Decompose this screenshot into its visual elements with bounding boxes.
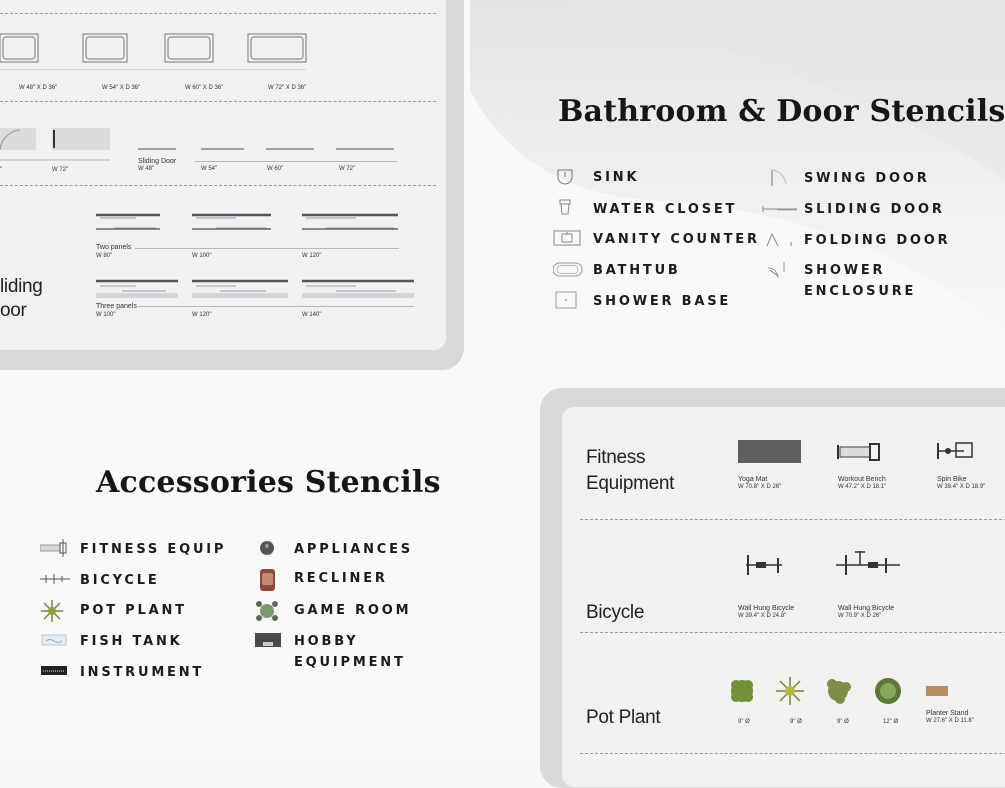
legend-item-sink (553, 167, 639, 188)
sink-icon (553, 167, 583, 185)
pot-plant-stencils (728, 675, 958, 709)
section-label-line2: oor (0, 300, 27, 321)
legend-label: SHOWER ENCLOSURE (804, 263, 917, 299)
pot-plant-section-label: Pot Plant (586, 707, 661, 728)
legend-label: FITNESS EQUIP (80, 542, 227, 557)
fitness-item-size: W 70.8" X D 26" (738, 484, 782, 490)
appliances-icon (254, 539, 284, 557)
sliding-door-size-label: W 60" (267, 166, 284, 172)
bicycle-item-name: Wall Hung Bicycle (738, 605, 795, 612)
legend-item-fitness-equip (40, 539, 226, 560)
legend-label: BATHTUB (593, 263, 681, 278)
two-panels-title: Two panels (96, 244, 132, 251)
bicycle-icon (40, 570, 70, 588)
sliding-door-icon (760, 199, 798, 217)
legend-item-water-closet (553, 199, 737, 220)
toilet-icon (553, 199, 583, 217)
legend-label: RECLINER (294, 571, 388, 586)
bicycle-section-label: Bicycle (586, 602, 645, 623)
planter-stand-name: Planter Stand (926, 710, 969, 717)
legend-item-fish-tank (40, 631, 183, 652)
divider (0, 13, 436, 14)
fitness-item-name: Spin Bike (937, 476, 967, 483)
fitness-equip-icon (40, 539, 70, 557)
instrument-icon (40, 662, 70, 680)
three-panels-size-label: W 100" (96, 312, 116, 318)
bicycle-item-size: W 70.9" X D 26" (838, 613, 882, 619)
legend-item-bathtub (553, 260, 681, 281)
recliner-icon (254, 568, 284, 592)
bathtub-size-label: W 60" X D 36" (185, 85, 224, 91)
door-stencil-sheet (0, 0, 446, 350)
pot-plant-size: 12" Ø (883, 719, 899, 725)
divider (580, 753, 1005, 754)
fitness-item-size: W 39.4" X D 18.9" (937, 484, 986, 490)
legend-label: WATER CLOSET (593, 202, 738, 217)
bicycle-item-name: Wall Hung Bicycle (838, 605, 895, 612)
shower-base-icon (553, 291, 583, 309)
divider (580, 632, 1005, 633)
legend-label: FOLDING DOOR (804, 233, 951, 248)
bathtub-size-label: W 54" X D 36" (102, 85, 141, 91)
legend-label: POT PLANT (80, 603, 187, 618)
pot-plant-size: 9" Ø (837, 719, 849, 725)
game-room-icon (254, 600, 284, 622)
pot-plant-icon (40, 600, 70, 622)
two-panels-size-label: W 100" (192, 253, 212, 259)
legend-item-game-room (254, 600, 411, 622)
legend-label: VANITY COUNTER (593, 232, 760, 247)
hobby-equipment-icon (254, 631, 284, 649)
sliding-door-size-label: W 48" (138, 166, 155, 172)
divider (0, 101, 436, 102)
legend-item-instrument (40, 662, 204, 683)
legend-item-shower-enclosure (764, 260, 916, 302)
divider (580, 519, 1005, 520)
legend-label: FISH TANK (80, 634, 183, 649)
legend-item-sliding-door (760, 199, 945, 220)
sliding-door-stencils (136, 145, 406, 165)
legend-item-vanity-counter (553, 229, 760, 250)
legend-item-hobby-equipment (254, 631, 406, 673)
bathtub-stencils (0, 30, 420, 70)
three-panel-door-stencils (96, 278, 416, 302)
legend-label: SWING DOOR (804, 171, 930, 186)
legend-label: HOBBY EQUIPMENT (294, 634, 406, 670)
sliding-door-title: Sliding Door (138, 158, 177, 165)
pot-plant-size: 9" Ø (738, 719, 750, 725)
legend-label: SINK (593, 170, 640, 185)
legend-item-bicycle (40, 570, 160, 591)
sliding-door-size-label: W 72" (339, 166, 356, 172)
shower-enclosure-icon (764, 260, 794, 278)
legend-item-pot-plant (40, 600, 187, 622)
rule (135, 248, 399, 249)
legend-label: SLIDING DOOR (804, 202, 945, 217)
divider (0, 185, 436, 186)
fish-tank-icon (40, 631, 70, 649)
bathroom-door-title: Bathroom & Door Stencils (558, 94, 1005, 129)
two-panels-size-label: W 120" (302, 253, 322, 259)
legend-item-recliner (254, 568, 388, 592)
fitness-item-name: Yoga Mat (738, 476, 768, 483)
fitness-section-label: Fitness Equipment (586, 447, 675, 494)
legend-item-shower-base (553, 291, 731, 312)
fitness-item-name: Workout Bench (838, 476, 886, 483)
rule (195, 161, 397, 162)
legend-label: APPLIANCES (294, 542, 413, 557)
three-panels-title: Three panels (96, 303, 137, 310)
legend-label: GAME ROOM (294, 603, 412, 618)
bathtub-size-label: W 72" X D 36" (268, 85, 307, 91)
bathtub-size-label: W 48" X D 36" (19, 85, 58, 91)
bicycle-item-size: W 39.4" X D 24.8" (738, 613, 787, 619)
vanity-counter-icon (553, 229, 583, 247)
folding-door-icon (764, 230, 794, 248)
legend-item-folding-door (764, 230, 950, 251)
swing-door-icon (764, 168, 794, 186)
planter-stand-size: W 27.6" X D 11.8" (926, 718, 974, 724)
swing-door-stencils (0, 126, 120, 166)
accessories-title: Accessories Stencils (96, 465, 441, 500)
bicycle-stencils (742, 549, 912, 579)
legend-label: BICYCLE (80, 573, 160, 588)
section-label-line1: liding (0, 276, 43, 297)
swing-door-size-label: " (0, 167, 3, 173)
three-panels-size-label: W 140" (302, 312, 322, 318)
swing-door-size-label: W 72" (52, 167, 69, 173)
legend-item-appliances (254, 539, 413, 560)
pot-plant-size: 9" Ø (790, 719, 802, 725)
fitness-item-size: W 47.2" X D 18.1" (838, 484, 887, 490)
accessory-stencil-sheet (562, 407, 1005, 787)
bathtub-icon (553, 260, 583, 278)
two-panel-door-stencils (96, 212, 406, 232)
legend-label: INSTRUMENT (80, 665, 205, 680)
rule (138, 306, 414, 307)
fitness-stencils (736, 437, 1005, 467)
two-panels-size-label: W 80" (96, 253, 113, 259)
sliding-door-size-label: W 54" (201, 166, 218, 172)
legend-item-swing-door (764, 168, 930, 189)
three-panels-size-label: W 120" (192, 312, 212, 318)
legend-label: SHOWER BASE (593, 294, 732, 309)
planter-stand-stencil (926, 686, 948, 696)
